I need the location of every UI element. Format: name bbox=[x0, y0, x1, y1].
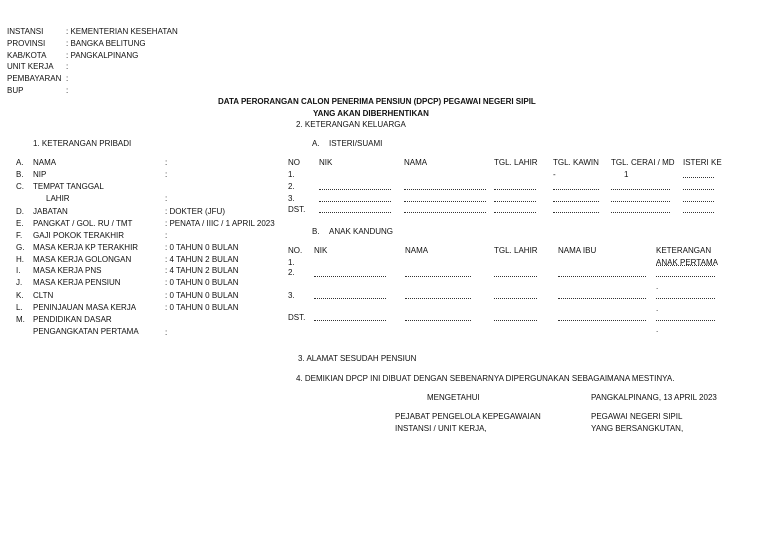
anak-row-number: 2. bbox=[288, 268, 295, 277]
istri-fill-line bbox=[494, 201, 536, 202]
anak-fill-line bbox=[656, 276, 715, 277]
unitkerja-label: UNIT KERJA bbox=[7, 62, 54, 71]
pribadi-label-cont: LAHIR bbox=[46, 194, 70, 203]
pribadi-letter: G. bbox=[16, 243, 25, 252]
anak-dot-mark: . bbox=[656, 304, 659, 313]
pribadi-letter: L. bbox=[16, 303, 23, 312]
provinsi-value: : BANGKA BELITUNG bbox=[66, 39, 146, 48]
document-subtitle: YANG AKAN DIBERHENTIKAN bbox=[313, 109, 429, 118]
pribadi-label: NIP bbox=[33, 170, 47, 179]
pribadi-label: MASA KERJA KP TERAKHIR bbox=[33, 243, 139, 252]
bup-value: : bbox=[66, 86, 69, 95]
anak-column-header: TGL. LAHIR bbox=[494, 246, 538, 255]
pribadi-value: : 4 TAHUN 2 BULAN bbox=[165, 266, 239, 275]
mengetahui-label: MENGETAHUI bbox=[427, 393, 480, 402]
istri-fill-line bbox=[683, 201, 714, 202]
istri-heading: ISTERI/SUAMI bbox=[329, 139, 383, 148]
istri-fill-line bbox=[404, 201, 486, 202]
pribadi-label-cont: PENGANGKATAN PERTAMA bbox=[33, 327, 139, 336]
pribadi-letter: J. bbox=[16, 278, 23, 287]
pribadi-label: PANGKAT / GOL. RU / TMT bbox=[33, 219, 133, 228]
pribadi-letter: H. bbox=[16, 255, 24, 264]
pejabat-line2: INSTANSI / UNIT KERJA, bbox=[395, 424, 487, 433]
pribadi-letter: E. bbox=[16, 219, 24, 228]
pribadi-value: : bbox=[165, 194, 168, 203]
pribadi-label: MASA KERJA GOLONGAN bbox=[33, 255, 132, 264]
pribadi-label: JABATAN bbox=[33, 207, 68, 216]
anak-fill-line bbox=[656, 265, 715, 266]
istri-fill-line bbox=[683, 189, 714, 190]
bup-label: BUP bbox=[7, 86, 24, 95]
pembayaran-label: PEMBAYARAN bbox=[7, 74, 62, 83]
istri-column-header: NIK bbox=[319, 158, 333, 167]
pribadi-label: TEMPAT TANGGAL bbox=[33, 182, 104, 191]
pribadi-value: : bbox=[165, 328, 168, 337]
keluarga-heading: 2. KETERANGAN KELUARGA bbox=[296, 120, 406, 129]
anak-row-number: DST. bbox=[288, 313, 306, 322]
anak-column-header: NO. bbox=[288, 246, 303, 255]
istri-column-header: TGL. LAHIR bbox=[494, 158, 538, 167]
anak-fill-line bbox=[494, 320, 537, 321]
anak-row-number: 3. bbox=[288, 291, 295, 300]
anak-column-header: NIK bbox=[314, 246, 328, 255]
anak-fill-line bbox=[558, 276, 646, 277]
istri-fill-line bbox=[404, 189, 486, 190]
pribadi-letter: K. bbox=[16, 291, 24, 300]
anak-fill-line bbox=[656, 320, 715, 321]
kabkota-value: : PANGKALPINANG bbox=[66, 51, 139, 60]
anak-column-header: NAMA IBU bbox=[558, 246, 597, 255]
anak-fill-line bbox=[314, 298, 386, 299]
istri-column-header: NAMA bbox=[404, 158, 428, 167]
unitkerja-value: : bbox=[66, 62, 69, 71]
anak-column-header: NAMA bbox=[405, 246, 429, 255]
anak-fill-line bbox=[558, 320, 646, 321]
pribadi-value: : 0 TAHUN 0 BULAN bbox=[165, 303, 239, 312]
anak-fill-line bbox=[314, 320, 386, 321]
anak-fill-line bbox=[314, 276, 386, 277]
anak-dot-mark: . bbox=[656, 325, 659, 334]
anak-column-header: KETERANGAN bbox=[656, 246, 712, 255]
istri-fill-line bbox=[319, 212, 391, 213]
pribadi-value: : PENATA / IIIC / 1 APRIL 2023 bbox=[165, 219, 275, 228]
pribadi-letter: F. bbox=[16, 231, 23, 240]
document-title: DATA PERORANGAN CALON PENERIMA PENSIUN (DPCP) PEGAWAI NEGERI SIPIL bbox=[218, 97, 536, 106]
pribadi-letter: A. bbox=[16, 158, 24, 167]
provinsi-label: PROVINSI bbox=[7, 39, 46, 48]
pribadi-value: : DOKTER (JFU) bbox=[165, 207, 225, 216]
istri-fill-line bbox=[319, 189, 391, 190]
pribadi-value: : 0 TAHUN 0 BULAN bbox=[165, 278, 239, 287]
anak-fill-line bbox=[558, 298, 646, 299]
anak-letter: B. bbox=[312, 227, 320, 236]
istri-fill-line bbox=[553, 212, 599, 213]
istri-column-header: TGL. KAWIN bbox=[553, 158, 599, 167]
pribadi-heading: 1. KETERANGAN PRIBADI bbox=[33, 139, 132, 148]
pribadi-letter: B. bbox=[16, 170, 24, 179]
anak-fill-line bbox=[656, 298, 715, 299]
pribadi-label: PENDIDIKAN DASAR bbox=[33, 315, 112, 324]
pribadi-label: GAJI POKOK TERAKHIR bbox=[33, 231, 124, 240]
istri-row-number: 1. bbox=[288, 170, 295, 179]
anak-fill-line bbox=[405, 298, 471, 299]
pribadi-label: PENINJAUAN MASA KERJA bbox=[33, 303, 137, 312]
anak-fill-line bbox=[405, 320, 471, 321]
pejabat-line1: PEJABAT PENGELOLA KEPEGAWAIAN bbox=[395, 412, 541, 421]
pribadi-value: : bbox=[165, 170, 168, 179]
istri-row1-cerai: 1 bbox=[624, 170, 629, 179]
istri-fill-line bbox=[553, 189, 599, 190]
istri-row-number: 2. bbox=[288, 182, 295, 191]
pribadi-value: : bbox=[165, 158, 168, 167]
istri-fill-line bbox=[611, 201, 670, 202]
instansi-value: : KEMENTERIAN KESEHATAN bbox=[66, 27, 178, 36]
instansi-label: INSTANSI bbox=[7, 27, 44, 36]
anak-row-number: 1. bbox=[288, 258, 295, 267]
istri-letter: A. bbox=[312, 139, 320, 148]
istri-fill-line bbox=[319, 201, 391, 202]
anak-fill-line bbox=[494, 276, 537, 277]
pribadi-letter: C. bbox=[16, 182, 24, 191]
istri-fill-line bbox=[553, 201, 599, 202]
anak-keterangan-line2: ANAK PERTAMA bbox=[656, 258, 718, 267]
istri-column-header: NO bbox=[288, 158, 300, 167]
istri-fill-line bbox=[404, 212, 486, 213]
pribadi-letter: D. bbox=[16, 207, 24, 216]
anak-fill-line bbox=[494, 298, 537, 299]
istri-fill-line bbox=[494, 189, 536, 190]
istri-column-header: ISTERI KE bbox=[683, 158, 722, 167]
anak-heading: ANAK KANDUNG bbox=[329, 227, 394, 236]
istri-row1-kawin: - bbox=[553, 170, 556, 179]
pribadi-value: : 0 TAHUN 0 BULAN bbox=[165, 291, 239, 300]
istri-row-number: 3. bbox=[288, 194, 295, 203]
pns-line1: PEGAWAI NEGERI SIPIL bbox=[591, 412, 683, 421]
place-date: PANGKALPINANG, 13 APRIL 2023 bbox=[591, 393, 717, 402]
istri-fill-line bbox=[683, 212, 714, 213]
pribadi-letter: I. bbox=[16, 266, 21, 275]
anak-dot-mark: . bbox=[656, 282, 659, 291]
pernyataan-text: 4. DEMIKIAN DPCP INI DIBUAT DENGAN SEBENARNYA DIPERGUNAKAN SEBAGAIMANA MESTINYA. bbox=[296, 374, 675, 383]
anak-fill-line bbox=[405, 276, 471, 277]
istri-fill-line bbox=[611, 212, 670, 213]
pribadi-value: : bbox=[165, 231, 168, 240]
istri-row-number: DST. bbox=[288, 205, 306, 214]
pns-line2: YANG BERSANGKUTAN, bbox=[591, 424, 684, 433]
pribadi-value: : 0 TAHUN 0 BULAN bbox=[165, 243, 239, 252]
pribadi-label: NAMA bbox=[33, 158, 57, 167]
istri-fill-line bbox=[611, 189, 670, 190]
pembayaran-value: : bbox=[66, 74, 69, 83]
istri-fill-line bbox=[683, 177, 714, 178]
pribadi-value: : 4 TAHUN 2 BULAN bbox=[165, 255, 239, 264]
alamat-heading: 3. ALAMAT SESUDAH PENSIUN bbox=[298, 354, 417, 363]
pribadi-label: MASA KERJA PNS bbox=[33, 266, 102, 275]
istri-fill-line bbox=[494, 212, 536, 213]
pribadi-letter: M. bbox=[16, 315, 25, 324]
pribadi-label: MASA KERJA PENSIUN bbox=[33, 278, 121, 287]
istri-column-header: TGL. CERAI / MD bbox=[611, 158, 675, 167]
pribadi-label: CLTN bbox=[33, 291, 54, 300]
kabkota-label: KAB/KOTA bbox=[7, 51, 47, 60]
